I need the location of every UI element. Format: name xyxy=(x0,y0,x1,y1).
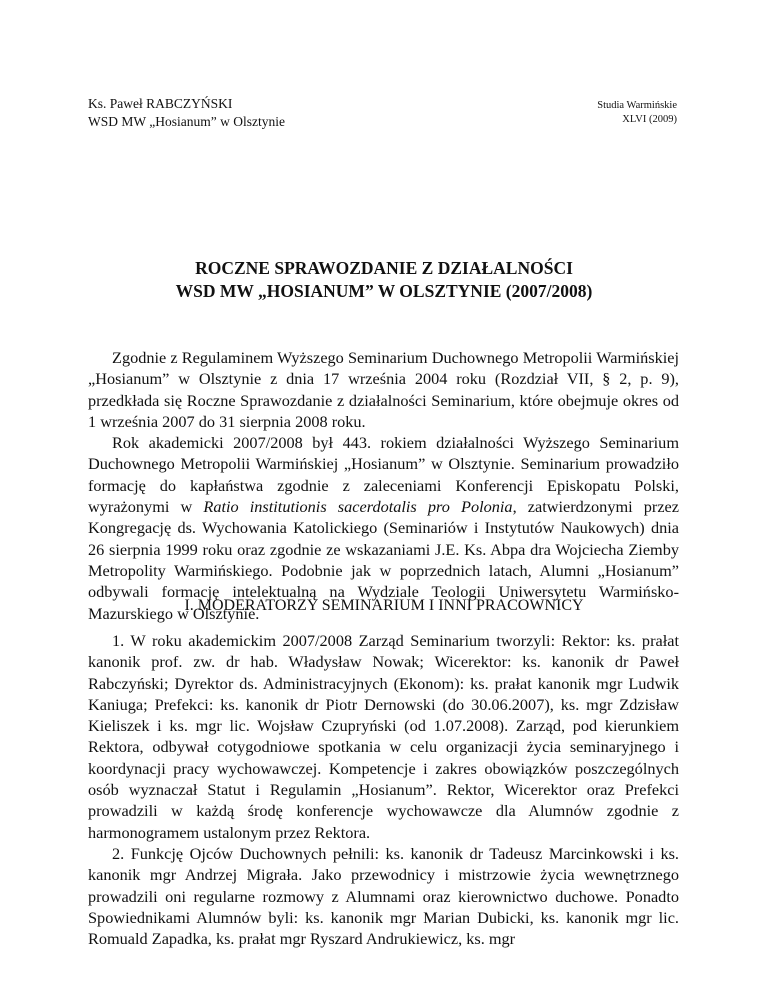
ratio-title: Ratio institutionis sacerdotalis pro Polonia xyxy=(203,497,513,517)
intro-paragraph-2-part-a: Rok akademicki 2007/2008 był 443. rokiem działalności Wyższego Seminarium Duchownego Metropolii Warmińskiej „Hosianum” w Olsztynie. Seminarium prowadziło formację do kapłaństwa zgodnie z zaleceniami Konferencji Episkopatu Polski, wyrażonymi w xyxy=(88,433,679,517)
journal-volume: XLVI (2009) xyxy=(622,114,677,125)
article-title xyxy=(0,257,768,303)
article-header-left xyxy=(88,95,285,131)
title-line-2: WSD MW „HOSIANUM” W OLSZTYNIE (2007/2008) xyxy=(175,281,593,301)
title-line-1: ROCZNE SPRAWOZDANIE Z DZIAŁALNOŚCI xyxy=(195,258,573,278)
section-paragraph-1: 1. W roku akademickim 2007/2008 Zarząd Seminarium tworzyli: Rektor: ks. prałat kanonik prof. zw. dr hab. Władysław Nowak; Wicerektor: ks. kanonik dr Paweł Rabczyński; Dyrektor ds. Administracyjnych (Ekonom): ks. prałat kanonik mgr Ludwik Kaniuga; Prefekci: ks. kanonik dr Piotr Dernowski (do 30.06.2007), ks. mgr Zdzisław Kieliszek i ks. mgr lic. Wojsław Czupryński (od 1.07.2008). Zarząd, pod kierunkiem Rektora, odbywał cotygodniowe spotkania w celu organizacji życia seminaryjnego i koordynacji pracy wychowawczej. Kompetencje i zakres obowiązków poszczególnych osób wyznaczał Statut i Regulamin „Hosianum”. Rektor, Wicerektor oraz Prefekci prowadzili w każdą środę konferencje wychowawcze dla Alumnów zgodnie z harmonogramem ustalonym przez Rektora. xyxy=(88,631,679,842)
intro-paragraph-2 xyxy=(88,432,679,624)
intro-paragraph-1: Zgodnie z Regulaminem Wyższego Seminarium Duchownego Metropolii Warmińskiej „Hosianum” w Olsztynie z dnia 17 września 2004 roku (Rozdział VII, § 2, p. 9), przedkłada się Roczne Sprawozdanie z działalności Seminarium, które obejmuje okres od 1 września 2007 do 31 sierpnia 2008 roku. xyxy=(88,348,679,431)
intro-section xyxy=(88,347,679,624)
intro-paragraph-2-part-b: , zatwierdzonymi przez Kongregację ds. Wychowania Katolickiego (Seminariów i Instytutów Naukowych) dnia 26 sierpnia 1999 roku oraz zgodnie ze wskazaniami J.E. Ks. Abpa dra Wojciecha Ziemby Metropolity Warmińskiego. Podobnie jak w poprzednich latach, Alumni „Hosianum” odbywali formację intelektualną na Wydziale Teologii Uniwersytetu Warmińsko-Mazurskiego w Olsztynie. xyxy=(88,497,680,623)
author-name: Ks. Paweł RABCZYŃSKI xyxy=(88,96,233,111)
section-paragraph-2: 2. Funkcję Ojców Duchownych pełnili: ks. kanonik dr Tadeusz Marcinkowski i ks. kanonik mgr Andrzej Migrała. Jako przewodnicy i mistrzowie życia wewnętrznego prowadzili oni regularne rozmowy z Alumnami oraz kierownictwo duchowe. Ponadto Spowiednikami Alumnów byli: ks. kanonik mgr Marian Dubicki, ks. kanonik mgr lic. Romuald Zapadka, ks. prałat mgr Ryszard Andrukiewicz, ks. mgr xyxy=(88,843,679,949)
author-affiliation: WSD MW „Hosianum” w Olsztynie xyxy=(88,114,285,129)
section-body xyxy=(88,630,679,949)
article-header-right xyxy=(597,99,677,127)
journal-name: Studia Warmińskie xyxy=(597,100,677,111)
section-heading: I. MODERATORZY SEMINARIUM I INNI PRACOWNICY xyxy=(184,597,584,614)
